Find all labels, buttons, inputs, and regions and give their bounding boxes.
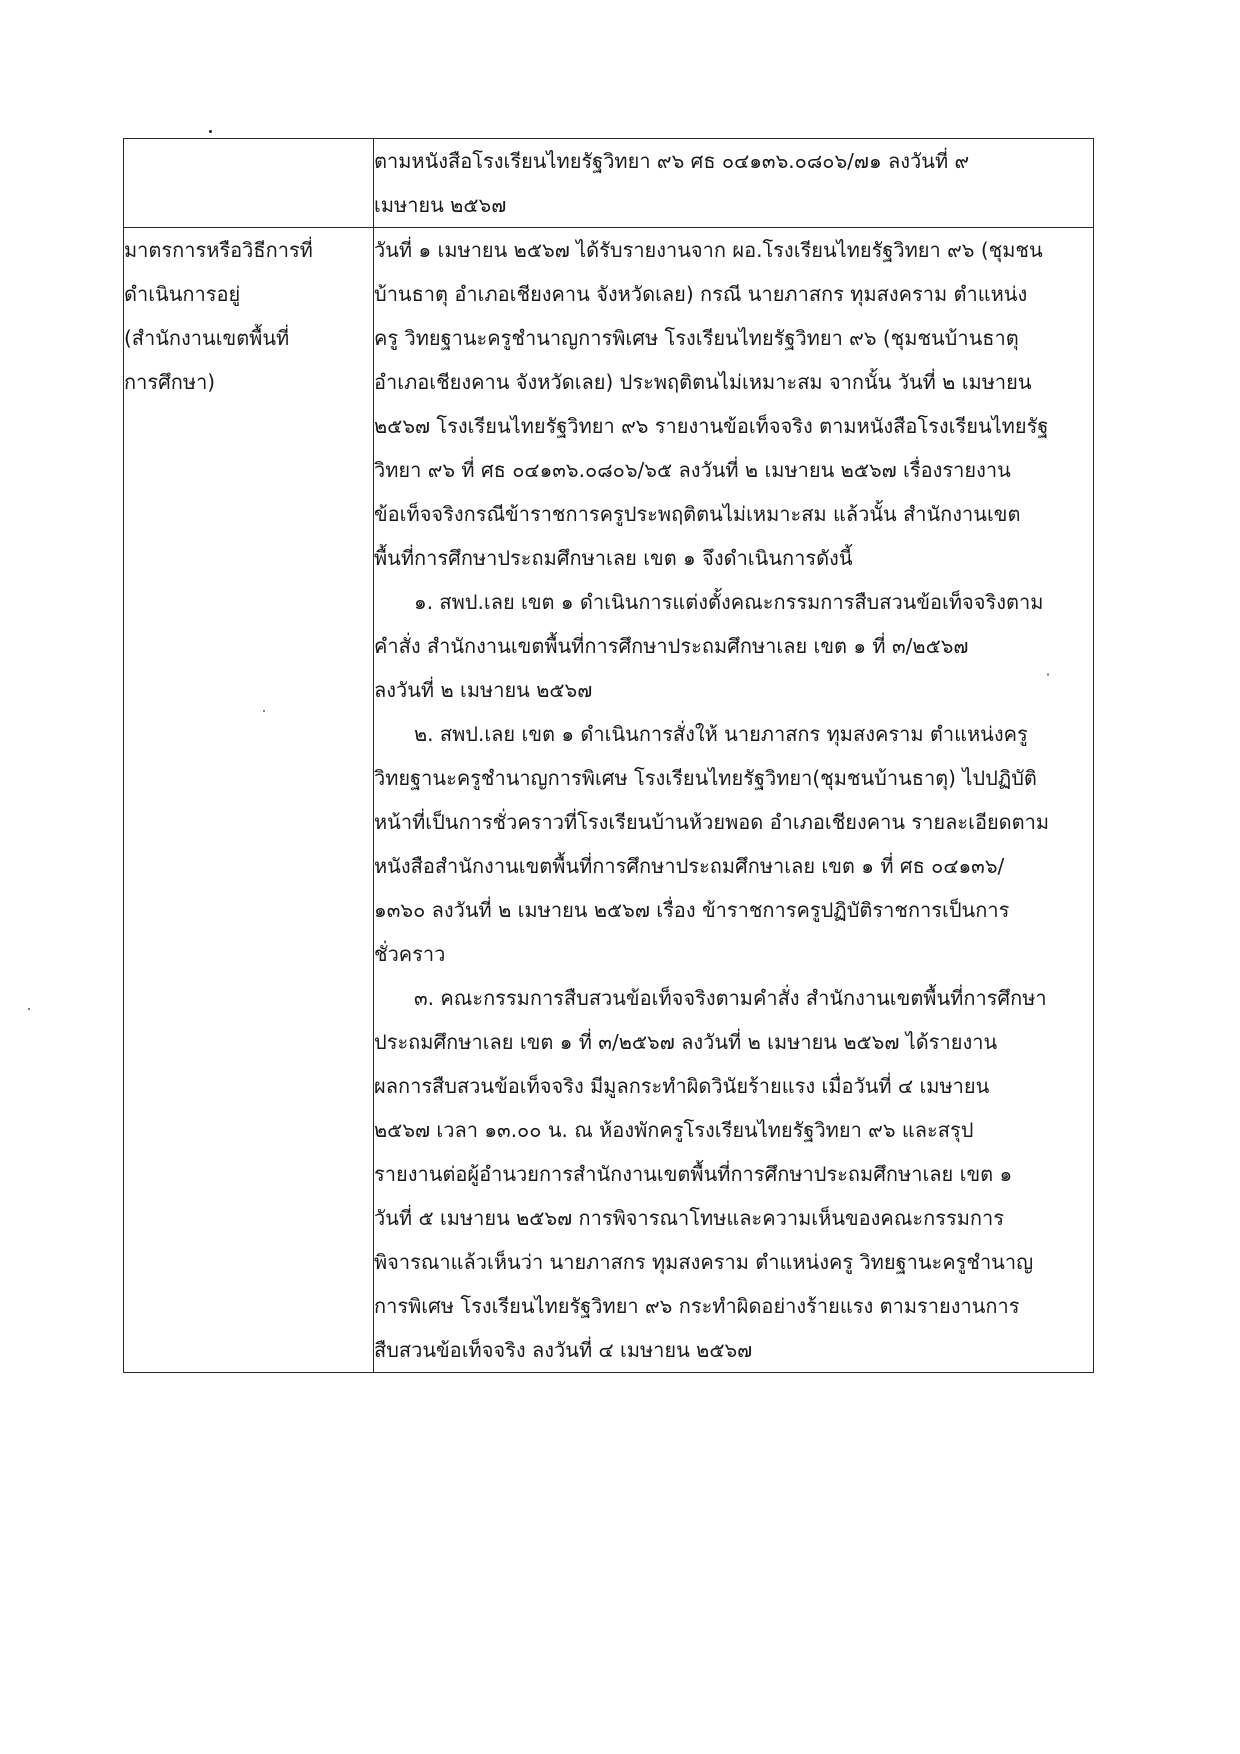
text-line: ๒. สพป.เลย เขต ๑ ดำเนินการสั่งให้ นายภาสกร ทุมสงคราม ตำแหน่งครู <box>414 722 1028 746</box>
text-line: หนังสือสำนักงานเขตพื้นที่การศึกษาประถมศึกษาเลย เขต ๑ ที่ ศธ ๐๔๑๓๖/ <box>374 854 1005 878</box>
row-label-line: มาตรการหรือวิธีการที่ <box>124 238 313 262</box>
row-label-line: ดำเนินการอยู่ <box>124 282 241 306</box>
row-label-line: (สำนักงานเขตพื้นที่ <box>124 326 290 350</box>
text-line: ๑๓๖๐ ลงวันที่ ๒ เมษายน ๒๕๖๗ เรื่อง ข้าราชการครูปฏิบัติราชการเป็นการ <box>374 898 1010 922</box>
text-line: วิทยฐานะครูชำนาญการพิเศษ โรงเรียนไทยรัฐวิทยา(ชุมชนบ้านธาตุ) ไปปฏิบัติ <box>374 766 1037 790</box>
row2-left-cell <box>124 228 374 1373</box>
row1-left-cell <box>124 139 374 228</box>
intro-paragraph <box>374 228 1093 580</box>
text-line: อำเภอเชียงคาน จังหวัดเลย) ประพฤติตนไม่เหมาะสม จากนั้น วันที่ ๒ เมษายน <box>374 370 1032 394</box>
text-line: พื้นที่การศึกษาประถมศึกษาเลย เขต ๑ จึงดำเนินการดังนี้ <box>374 546 853 570</box>
text-line: ครู วิทยฐานะครูชำนาญการพิเศษ โรงเรียนไทยรัฐวิทยา ๙๖ (ชุมชนบ้านธาตุ <box>374 326 1019 350</box>
text-line: เมษายน ๒๕๖๗ <box>374 193 507 217</box>
text-line: ผลการสืบสวนข้อเท็จจริง มีมูลกระทำผิดวินัยร้ายแรง เมื่อวันที่ ๔ เมษายน <box>374 1074 990 1098</box>
row-label-line: การศึกษา) <box>124 370 216 394</box>
text-line: บ้านธาตุ อำเภอเชียงคาน จังหวัดเลย) กรณี นายภาสกร ทุมสงคราม ตำแหน่ง <box>374 282 1028 306</box>
text-line: การพิเศษ โรงเรียนไทยรัฐวิทยา ๙๖ กระทำผิดอย่างร้ายแรง ตามรายงานการ <box>374 1294 1020 1318</box>
text-line: ข้อเท็จจริงกรณีข้าราชการครูประพฤติตนไม่เหมาะสม แล้วนั้น สำนักงานเขต <box>374 502 1021 526</box>
text-line: วันที่ ๕ เมษายน ๒๕๖๗ การพิจารณาโทษและความเห็นของคณะกรรมการ <box>374 1206 1004 1230</box>
document-table <box>123 138 1094 1373</box>
text-line: ๓. คณะกรรมการสืบสวนข้อเท็จจริงตามคำสั่ง สำนักงานเขตพื้นที่การศึกษา <box>414 986 1047 1010</box>
text-line: รายงานต่อผู้อำนวยการสำนักงานเขตพื้นที่การศึกษาประถมศึกษาเลย เขต ๑ <box>374 1162 1013 1186</box>
row1-right-cell <box>374 139 1094 228</box>
text-line: พิจารณาแล้วเห็นว่า นายภาสกร ทุมสงคราม ตำแหน่งครู วิทยฐานะครูชำนาญ <box>374 1250 1034 1274</box>
text-line: ๒๕๖๗ โรงเรียนไทยรัฐวิทยา ๙๖ รายงานข้อเท็จจริง ตามหนังสือโรงเรียนไทยรัฐ <box>374 414 1049 438</box>
text-line: สืบสวนข้อเท็จจริง ลงวันที่ ๔ เมษายน ๒๕๖๗ <box>374 1338 753 1362</box>
item-1-paragraph <box>374 580 1093 712</box>
text-line: วันที่ ๑ เมษายน ๒๕๖๗ ได้รับรายงานจาก ผอ.โรงเรียนไทยรัฐวิทยา ๙๖ (ชุมชน <box>374 238 1043 262</box>
item-2-paragraph <box>374 712 1093 976</box>
scan-speck <box>209 130 212 133</box>
text-line: หน้าที่เป็นการชั่วคราวที่โรงเรียนบ้านห้วยพอด อำเภอเชียงคาน รายละเอียดตาม <box>374 810 1050 834</box>
text-line: วิทยา ๙๖ ที่ ศธ ๐๔๑๓๖.๐๘๐๖/๖๕ ลงวันที่ ๒ เมษายน ๒๕๖๗ เรื่องรายงาน <box>374 458 1011 482</box>
text-line: ประถมศึกษาเลย เขต ๑ ที่ ๓/๒๕๖๗ ลงวันที่ ๒ เมษายน ๒๕๖๗ ได้รายงาน <box>374 1030 998 1054</box>
text-line: ชั่วคราว <box>374 942 446 966</box>
row2-right-cell <box>374 228 1094 1373</box>
text-line: ตามหนังสือโรงเรียนไทยรัฐวิทยา ๙๖ ศธ ๐๔๑๓๖.๐๘๐๖/๗๑ ลงวันที่ ๙ <box>374 149 970 173</box>
item-3-paragraph <box>374 976 1093 1372</box>
text-line: ๒๕๖๗ เวลา ๑๓.๐๐ น. ณ ห้องพักครูโรงเรียนไทยรัฐวิทยา ๙๖ และสรุป <box>374 1118 974 1142</box>
scan-speck <box>28 1008 30 1010</box>
text-line: ลงวันที่ ๒ เมษายน ๒๕๖๗ <box>374 678 593 702</box>
table-row <box>124 228 1094 1373</box>
text-line: ๑. สพป.เลย เขต ๑ ดำเนินการแต่งตั้งคณะกรรมการสืบสวนข้อเท็จจริงตาม <box>414 590 1044 614</box>
table-row <box>124 139 1094 228</box>
text-line: คำสั่ง สำนักงานเขตพื้นที่การศึกษาประถมศึกษาเลย เขต ๑ ที่ ๓/๒๕๖๗ <box>374 634 969 658</box>
